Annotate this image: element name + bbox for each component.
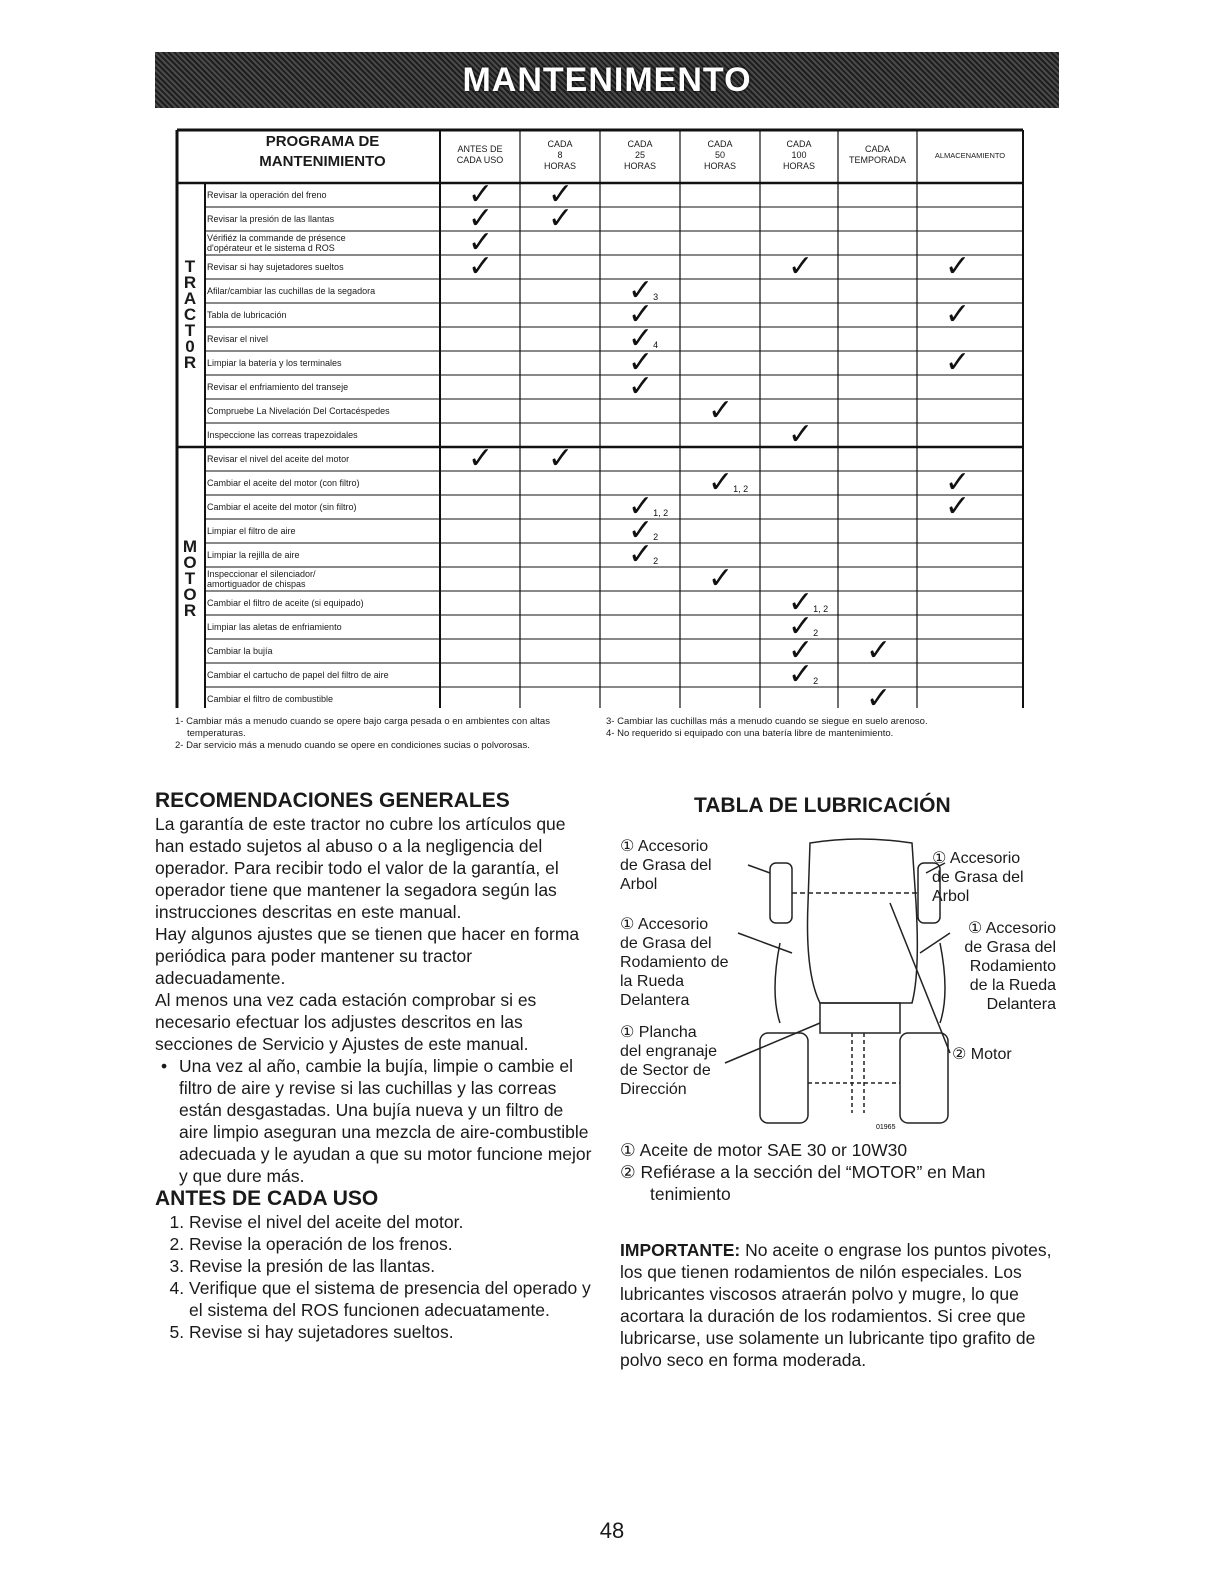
task-label — [207, 399, 439, 423]
side-letter: M — [182, 537, 198, 556]
task-text: Revisar la operación del freno — [207, 189, 327, 200]
side-letter: R — [183, 601, 197, 620]
task-text: Cambiar el filtro de combustible — [207, 693, 334, 704]
column-header — [917, 130, 1023, 180]
engine-linkage — [852, 1033, 864, 1113]
check-mark — [945, 250, 971, 283]
task-text: Revisar la presión de las llantas — [207, 213, 335, 224]
column-header — [760, 130, 838, 180]
task-label — [207, 447, 439, 471]
page-number: 48 — [599, 1518, 625, 1543]
check-symbol: ✓ — [548, 202, 574, 235]
schedule-title-line1: PROGRAMA DE — [265, 133, 380, 150]
task-label — [207, 327, 439, 351]
banner-title: MANTENIMENTO — [462, 60, 752, 99]
column-header — [838, 130, 917, 180]
side-letter: O — [183, 553, 197, 572]
check-mark — [945, 298, 971, 331]
check-symbol: ✓ — [628, 370, 654, 403]
check-mark — [628, 538, 659, 573]
front-left-wheel — [770, 863, 792, 923]
check-symbol: ✓ — [945, 466, 971, 499]
check-symbol: ✓ — [468, 202, 494, 235]
task-text: Revisar el nivel — [207, 333, 269, 344]
antes-item: 4. Verifique que el sistema de presencia del operado y el sistema del ROS funcionen adecuatamente. — [189, 1277, 595, 1321]
column-header-line: CADA — [707, 138, 733, 149]
task-label — [207, 303, 439, 327]
task-text: Revisar el enfriamiento del transeje — [207, 381, 349, 392]
task-text: Inspeccione las correas trapezoidales — [207, 429, 358, 440]
check-mark — [788, 658, 819, 693]
antes-item: 5. Revise si hay sujetadores sueltos. — [189, 1321, 595, 1343]
figure-code: 01965 — [876, 1124, 896, 1131]
check-symbol: ✓ — [468, 250, 494, 283]
column-header-line: 8 — [557, 149, 563, 160]
column-header-line: ANTES DE — [457, 144, 503, 154]
column-header-line: TEMPORADA — [848, 155, 906, 165]
column-header — [520, 130, 600, 180]
task-text: Cambiar la bujía — [207, 645, 273, 656]
leader-lines-top — [748, 863, 945, 873]
task-text: Vérifiéz la commande de présence — [207, 233, 346, 243]
footnote-2: 2- Dar servicio más a menudo cuando se opere en condiciones sucias o polvorosas. — [175, 740, 530, 751]
check-symbol: ✓ — [788, 586, 814, 619]
check-symbol: ✓ — [628, 274, 654, 307]
check-mark — [628, 370, 654, 403]
task-label — [207, 591, 439, 615]
column-header-line: CADA — [547, 138, 573, 149]
check-footnote-ref: 2 — [813, 676, 819, 686]
task-text: Limpiar el filtro de aire — [207, 525, 296, 536]
left-fender — [775, 943, 780, 1023]
important-text: No aceite o engrase los puntos pivotes, los que tienen rodamientos de nilón especiales. Los lubricantes viscosos atraerán polvo y mugre, lo que acortara la duración de los rodamientos. Si cree que lubricarse, use solamente un lubricante tipo grafito de polvo seco en forma moderada. — [620, 1240, 1052, 1370]
task-text: Limpiar la rejilla de aire — [207, 549, 300, 560]
check-symbol: ✓ — [788, 250, 814, 283]
check-symbol: ✓ — [628, 346, 654, 379]
rear-left-wheel — [760, 1033, 808, 1123]
task-label — [207, 207, 439, 231]
check-mark — [708, 562, 734, 595]
check-symbol: ✓ — [468, 442, 494, 475]
recomendaciones-p3: Al menos una vez cada estación comprobar si es necesario efectuar los adjustes descritos en las secciones de Servicio y Ajustes de este manual. — [155, 990, 537, 1054]
check-symbol: ✓ — [788, 634, 814, 667]
left-column — [155, 789, 595, 1343]
label-right-wheel-bearing: ① Accesorio de Grasa del Rodamiento de la Rueda Delantera — [964, 920, 1056, 1013]
check-symbol: ✓ — [628, 298, 654, 331]
side-letter: O — [183, 585, 197, 604]
column-header-line: HORAS — [782, 160, 815, 171]
check-footnote-ref: 3 — [653, 292, 659, 302]
check-mark — [468, 442, 494, 475]
check-symbol: ✓ — [945, 346, 971, 379]
lubricacion-heading: TABLA DE LUBRICACIÓN — [694, 794, 951, 817]
check-footnote-ref: 4 — [653, 340, 659, 350]
side-letter: R — [183, 353, 197, 372]
task-label — [207, 639, 439, 663]
seat — [820, 1003, 900, 1033]
check-mark — [866, 682, 892, 715]
task-text: Inspeccionar el silenciador/ — [207, 569, 316, 579]
task-label — [207, 543, 439, 567]
label-front-right-grease: ① Accesorio de Grasa del Arbol — [932, 850, 1024, 905]
check-mark — [548, 202, 574, 235]
side-letter: A — [183, 289, 197, 308]
task-label — [207, 231, 439, 255]
check-footnote-ref: 2 — [653, 556, 659, 566]
task-label — [207, 183, 439, 207]
check-mark — [788, 250, 814, 283]
task-text: Cambiar el aceite del motor (con filtro) — [207, 477, 360, 488]
check-symbol: ✓ — [866, 682, 892, 715]
task-text: Cambiar el aceite del motor (sin filtro) — [207, 501, 357, 512]
motor-side-label — [181, 539, 199, 619]
task-text: Cambiar el cartucho de papel del filtro de aire — [207, 669, 389, 680]
check-footnote-ref: 2 — [653, 532, 659, 542]
tractor-hood-shape — [808, 839, 918, 1003]
column-header — [440, 130, 520, 180]
column-header — [680, 130, 760, 180]
task-label — [207, 615, 439, 639]
antes-item: 2. Revise la operación de los frenos. — [189, 1233, 595, 1255]
check-symbol: ✓ — [945, 490, 971, 523]
check-symbol: ✓ — [628, 322, 654, 355]
footnote-1: 1- Cambiar más a menudo cuando se opere bajo carga pesada o en ambientes con altas temperaturas. — [175, 716, 550, 739]
column-header-line: CADA — [627, 138, 653, 149]
check-mark — [945, 490, 971, 523]
check-symbol: ✓ — [628, 514, 654, 547]
check-symbol: ✓ — [866, 634, 892, 667]
check-symbol: ✓ — [708, 562, 734, 595]
important-label: IMPORTANTE: — [620, 1240, 741, 1260]
maintenance-schedule-table — [175, 128, 1025, 715]
task-label — [207, 351, 439, 375]
rear-right-wheel — [900, 1033, 948, 1123]
check-mark — [548, 442, 574, 475]
check-footnote-ref: 1, 2 — [813, 604, 829, 614]
recomendaciones-bullets — [155, 1055, 595, 1187]
check-symbol: ✓ — [548, 442, 574, 475]
task-text: Limpiar las aletas de enfriamiento — [207, 621, 342, 632]
side-letter: T — [184, 321, 196, 340]
check-symbol: ✓ — [945, 250, 971, 283]
column-header-line: ALMACENAMIENTO — [934, 150, 1006, 160]
important-paragraph — [620, 1239, 1060, 1371]
task-label — [207, 567, 439, 591]
column-header-line: CADA USO — [456, 155, 504, 165]
side-letter: T — [184, 569, 196, 588]
recomendaciones-p1: La garantía de este tractor no cubre los artículos que han estado sujetos al abuso o a la negligencia del operador. Para recibir todo el valor de la garantía, el operador tiene que mantener la segadora según las instrucciones descritas en este manual. — [155, 814, 566, 922]
leader-lines-mid — [738, 933, 950, 953]
lubrication-note-2: ② Refiérase a la sección del “MOTOR” en Man tenimiento — [620, 1162, 986, 1204]
label-motor: ② Motor — [952, 1046, 1012, 1063]
tractor-side-label — [181, 259, 199, 371]
side-letter: C — [183, 305, 197, 324]
antes-list — [155, 1211, 595, 1343]
task-label — [207, 687, 439, 711]
antes-heading: ANTES DE CADA USO — [155, 1187, 379, 1210]
footnotes-left — [175, 716, 595, 752]
label-steering-plate: ① Plancha del engranaje de Sector de Dirección — [620, 1024, 717, 1098]
column-header — [600, 130, 680, 180]
check-mark — [866, 634, 892, 667]
column-header-line: HORAS — [703, 160, 736, 171]
task-text: amortiguador de chispas — [207, 579, 306, 589]
recomendaciones-bullet: • Una vez al año, cambie la bujía, limpie o cambie el filtro de aire y revise si las cuchillas y las correas están desgastadas. Una bujía nueva y un filtro de aire limpio aseguran una mezcla de aire-combustible adecuada y le ayudan a que su motor funcione mejor y que dure más. — [179, 1055, 595, 1187]
check-mark — [468, 250, 494, 283]
column-header-line: 50 — [714, 149, 725, 160]
check-symbol: ✓ — [628, 490, 654, 523]
column-header-line: HORAS — [623, 160, 656, 171]
side-letter: T — [184, 257, 196, 276]
task-text: Afilar/cambiar las cuchillas de la segadora — [207, 285, 376, 296]
side-letter: R — [183, 273, 197, 292]
lubrication-note-1: ① Aceite de motor SAE 30 or 10W30 — [620, 1140, 908, 1160]
task-text: d'opérateur et le sistema d ROS — [207, 243, 335, 253]
check-symbol: ✓ — [788, 418, 814, 451]
column-header-line: CADA — [864, 144, 890, 154]
recomendaciones-p2: Hay algunos ajustes que se tienen que hacer en forma periódica para poder mantener su tractor adecuadamente. — [155, 924, 580, 988]
task-label — [207, 519, 439, 543]
lubrication-notes — [620, 1139, 1065, 1205]
task-label — [207, 255, 439, 279]
check-symbol: ✓ — [708, 466, 734, 499]
column-header-line: 100 — [791, 149, 807, 160]
check-footnote-ref: 1, 2 — [733, 484, 749, 494]
lubrication-diagram — [620, 833, 1065, 1133]
column-header-line: 25 — [634, 149, 645, 160]
task-label — [207, 375, 439, 399]
column-header-line: CADA — [786, 138, 812, 149]
check-mark — [945, 346, 971, 379]
antes-item: 1. Revise el nivel del aceite del motor. — [189, 1211, 595, 1233]
check-symbol: ✓ — [468, 178, 494, 211]
label-left-wheel-bearing: ① Accesorio de Grasa del Rodamiento de la Rueda Delantera — [620, 916, 729, 1009]
check-symbol: ✓ — [708, 394, 734, 427]
check-footnote-ref: 1, 2 — [653, 508, 669, 518]
task-label — [207, 471, 439, 495]
check-symbol: ✓ — [548, 178, 574, 211]
footnote-4: 4- No requerido si equipado con una batería libre de mantenimiento. — [606, 728, 894, 739]
task-text: Compruebe La Nivelación Del Cortacéspedes — [207, 405, 390, 416]
task-text: Revisar el nivel del aceite del motor — [207, 453, 350, 464]
label-front-left-grease: ① Accesorio de Grasa del Arbol — [620, 838, 712, 893]
right-column — [620, 789, 1065, 1370]
section-banner — [155, 52, 1059, 108]
antes-item: 3. Revise la presión de las llantas. — [189, 1255, 595, 1277]
side-letter: 0 — [185, 337, 195, 356]
schedule-title — [205, 132, 440, 172]
check-symbol: ✓ — [468, 226, 494, 259]
check-mark — [788, 418, 814, 451]
schedule-title-line2: MANTENIMIENTO — [259, 153, 386, 170]
task-text: Revisar si hay sujetadores sueltos — [207, 261, 344, 272]
column-header-line: HORAS — [543, 160, 576, 171]
check-mark — [708, 394, 734, 427]
check-symbol: ✓ — [788, 658, 814, 691]
task-label — [207, 279, 439, 303]
task-label — [207, 663, 439, 687]
task-label — [207, 495, 439, 519]
check-symbol: ✓ — [788, 610, 814, 643]
task-label — [207, 423, 439, 447]
task-text: Cambiar el filtro de aceite (si equipado) — [207, 597, 364, 608]
check-footnote-ref: 2 — [813, 628, 819, 638]
check-symbol: ✓ — [945, 298, 971, 331]
check-mark — [708, 466, 749, 501]
footnotes-right — [606, 716, 1026, 740]
right-fender — [940, 943, 945, 1023]
footnote-3: 3- Cambiar las cuchillas más a menudo cuando se siegue en suelo arenoso. — [606, 716, 928, 727]
check-symbol: ✓ — [628, 538, 654, 571]
task-text: Tabla de lubricación — [207, 309, 287, 320]
task-text: Limpiar la batería y los terminales — [207, 357, 342, 368]
recomendaciones-heading: RECOMENDACIONES GENERALES — [155, 789, 510, 812]
